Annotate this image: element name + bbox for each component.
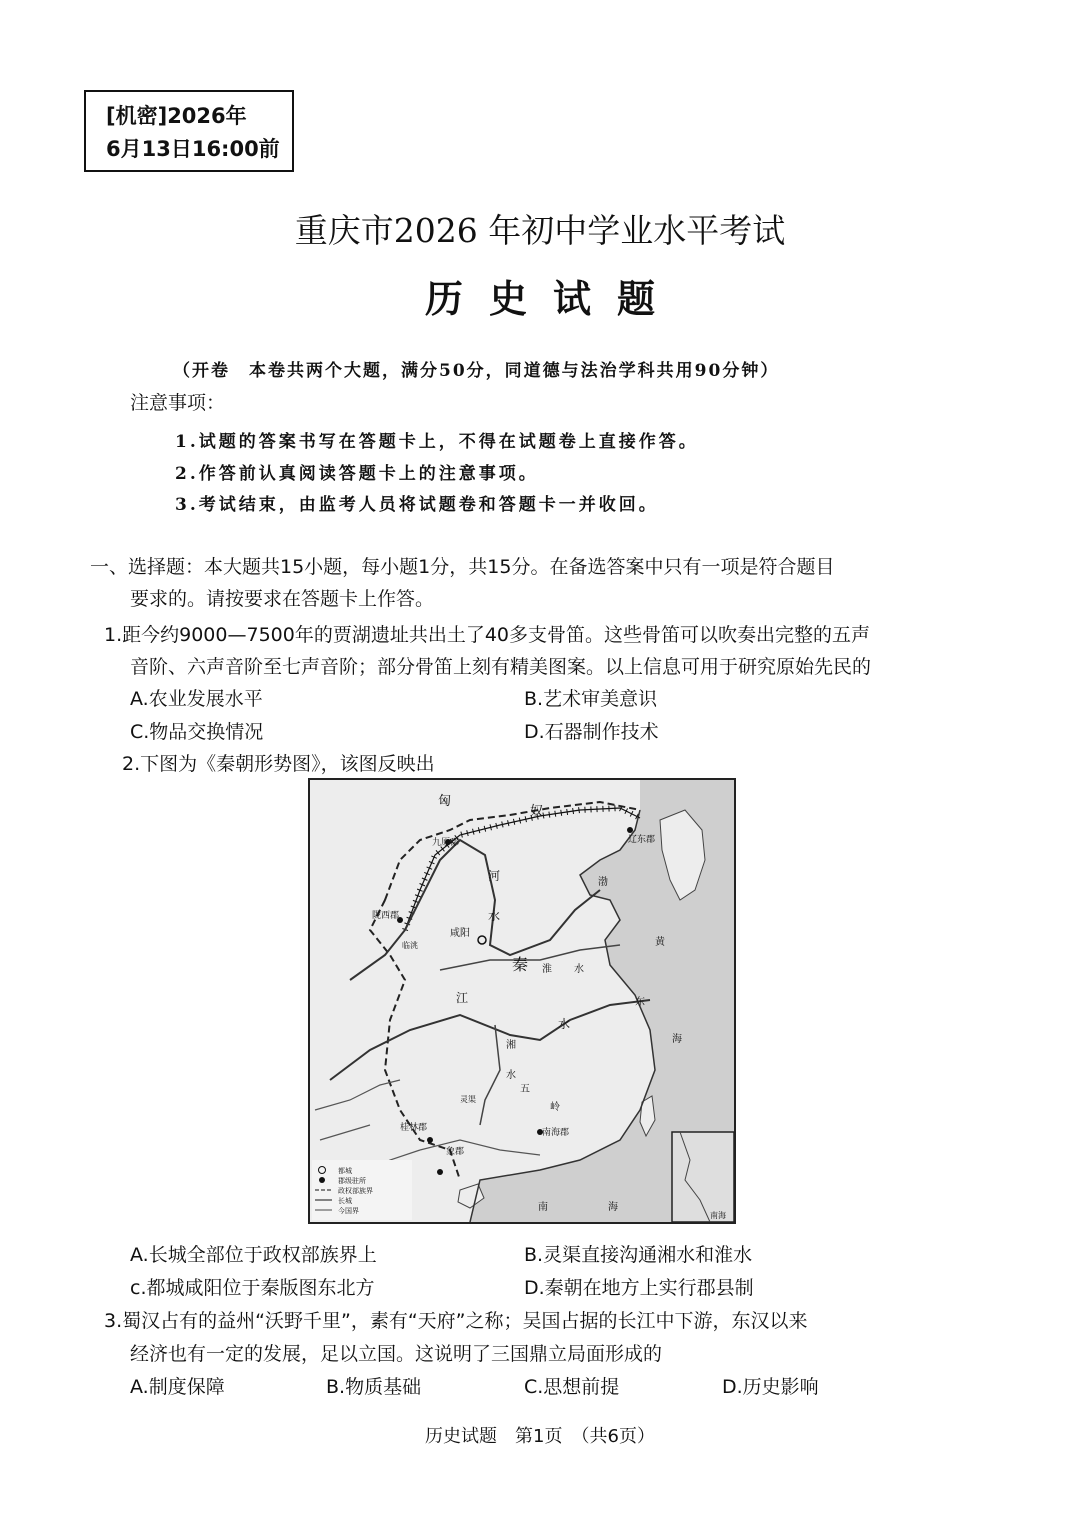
q2-stem: 2.下图为《秦朝形势图》，该图反映出 [122, 753, 435, 775]
q3-stem-line-1: 3.蜀汉占有的益州“沃野千里”，素有“天府”之称；吴国占据的长江中下游，东汉以来 [104, 1310, 808, 1332]
q3-option-d: D.历史影响 [722, 1376, 819, 1398]
map-label-jiuyuan: 九原郡 [432, 838, 460, 848]
xianyang-capital-dot [478, 936, 486, 944]
exam-info: （开卷 本卷共两个大题，满分50分，同道德与法治学科共用90分钟） [173, 361, 780, 381]
q1-option-c: C.物品交换情况 [130, 721, 264, 743]
q3-option-b: B.物质基础 [326, 1376, 422, 1398]
notice-item-2: 2.作答前认真阅读答题卡上的注意事项。 [175, 464, 539, 484]
qin-dynasty-map [308, 778, 736, 1224]
map-label-lintao: 临洮 [402, 941, 418, 950]
notice-item-3: 3.考试结束，由监考人员将试题卷和答题卡一并收回。 [175, 495, 659, 515]
q1-stem-line-2: 音阶、六声音阶至七声音阶；部分骨笛上刻有精美图案。以上信息可用于研究原始先民的 [130, 656, 872, 678]
map-label-xiang-2: 水 [506, 1070, 516, 1081]
map-label-xiong: 匈 [438, 794, 452, 809]
q3-option-a: A.制度保障 [130, 1376, 225, 1398]
map-label-huanghai: 黄 [655, 937, 665, 948]
q1-stem-line-1: 1.距今约9000—7500年的贾湖遗址共出土了40多支骨笛。这些骨笛可以吹奏出完整的五声 [104, 624, 871, 646]
section-heading-line-1: 一、选择题：本大题共15小题，每小题1分，共15分。在备选答案中只有一项是符合题目 [90, 556, 835, 578]
map-drawing [310, 780, 734, 1222]
q1-option-d: D.石器制作技术 [524, 721, 659, 743]
confidential-line-2: 6月13日16:00前 [106, 137, 280, 161]
map-label-liaodong: 辽东郡 [628, 835, 656, 845]
q3-stem-line-2: 经济也有一定的发展，足以立国。这说明了三国鼎立局面形成的 [130, 1343, 663, 1365]
map-label-south-sea-2: 海 [608, 1202, 618, 1213]
legend-label-border: 政权部族界 [338, 1187, 373, 1195]
huai-river [440, 945, 620, 970]
map-label-lingqu: 灵渠 [460, 1095, 476, 1104]
liaodong-seat-dot [627, 827, 633, 833]
map-label-jiang: 江 [456, 991, 469, 1005]
map-label-qin: 秦 [512, 955, 529, 974]
confidential-line-1: [机密]2026年 [106, 104, 247, 128]
q1-option-a: A.农业发展水平 [130, 688, 263, 710]
yellow-river [350, 840, 600, 980]
map-label-xiangjun: 象郡 [446, 1147, 465, 1157]
guilin-seat-dot [427, 1137, 433, 1143]
map-label-donghai: 东 [635, 997, 645, 1008]
legend-label-capital: 都城 [338, 1167, 352, 1175]
map-label-yellow-river-1: 河 [488, 869, 501, 883]
page-footer: 历史试题 第1页 （共6页） [425, 1426, 655, 1447]
map-label-xiang: 湘 [506, 1040, 516, 1051]
legend-label-modern-border: 今国界 [338, 1207, 359, 1215]
legend-seat-symbol [319, 1177, 325, 1183]
map-label-south-sea-1: 南 [538, 1202, 548, 1213]
map-label-wuling-1: 五 [520, 1084, 530, 1095]
section-heading-line-2: 要求的。请按要求在答题卡上作答。 [130, 588, 435, 610]
notice-title: 注意事项： [130, 392, 226, 414]
map-label-nanhai: 南海郡 [542, 1128, 570, 1138]
map-label-wuling-2: 岭 [550, 1102, 560, 1113]
map-label-bohai: 渤 [598, 877, 608, 888]
q2-option-c: c.都城咸阳位于秦版图东北方 [130, 1277, 375, 1299]
map-label-yellow-river-2: 水 [488, 909, 501, 923]
map-label-huai: 淮 [542, 964, 552, 975]
map-label-huai-2: 水 [574, 964, 584, 975]
q1-option-b: B.艺术审美意识 [524, 688, 658, 710]
map-label-longxi: 陇西郡 [372, 911, 400, 921]
yangtze-river [330, 1000, 650, 1080]
map-label-jiang-2: 水 [558, 1017, 571, 1031]
notice-item-1: 1.试题的答案书写在答题卡上，不得在试题卷上直接作答。 [175, 432, 699, 452]
exam-title: 重庆市2026 年初中学业水平考试 [294, 211, 786, 250]
q2-option-b: B.灵渠直接沟通湘水和淮水 [524, 1244, 753, 1266]
xiang-seat-dot [437, 1169, 443, 1175]
xiang-river [480, 1025, 500, 1125]
map-label-guilin: 桂林郡 [400, 1123, 428, 1133]
map-label-donghai-2: 海 [672, 1034, 682, 1045]
map-label-inset: 南海 [710, 1211, 726, 1220]
pearl-river [420, 1140, 540, 1155]
legend-label-wall: 长城 [338, 1197, 352, 1205]
map-label-nu: 奴 [530, 804, 544, 819]
exam-subject: 历史试题 [424, 276, 681, 321]
q3-option-c: C.思想前提 [524, 1376, 620, 1398]
south-sea-inset [672, 1132, 734, 1222]
legend-label-seat: 郡级驻所 [338, 1177, 366, 1185]
q2-option-d: D.秦朝在地方上实行郡县制 [524, 1277, 754, 1299]
q2-option-a: A.长城全部位于政权部族界上 [130, 1244, 377, 1266]
map-label-xianyang: 咸阳 [450, 928, 470, 939]
confidential-box [84, 90, 294, 172]
